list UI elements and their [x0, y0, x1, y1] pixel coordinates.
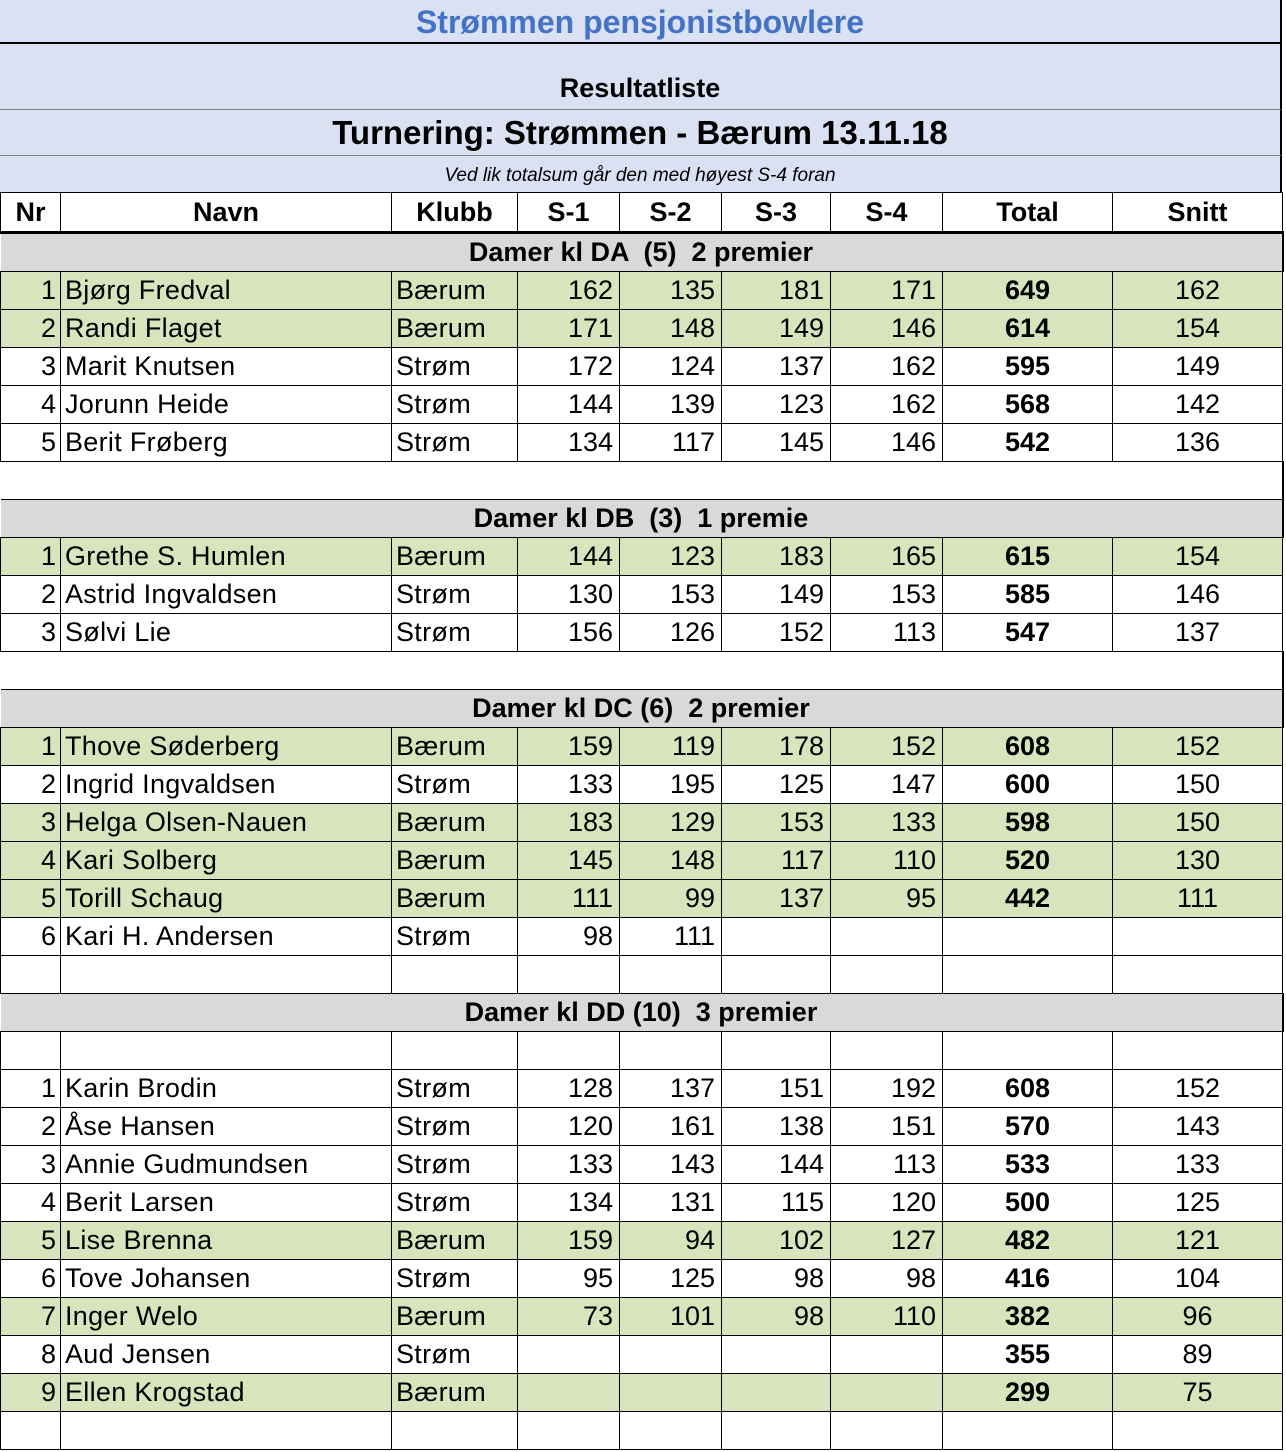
- section-header-row: [1, 500, 1283, 538]
- row-total: 547: [943, 614, 1113, 652]
- row-snitt: 152: [1113, 1070, 1283, 1108]
- section-heading: Damer kl DA (5) 2 premier: [1, 233, 1283, 272]
- row-s1: 183: [518, 804, 620, 842]
- blank-cell: [1113, 956, 1283, 994]
- row-total: [943, 918, 1113, 956]
- section-header-row: [1, 233, 1283, 272]
- blank-row: [1, 1412, 1283, 1450]
- row-nr: 5: [1, 880, 61, 918]
- row-snitt: 146: [1113, 576, 1283, 614]
- blank-cell: [1, 1412, 61, 1450]
- row-s3: 117: [722, 842, 831, 880]
- row-s1: 172: [518, 348, 620, 386]
- row-s3: 138: [722, 1108, 831, 1146]
- row-s2: 117: [620, 424, 722, 462]
- blank-cell: [61, 956, 392, 994]
- row-s2: 139: [620, 386, 722, 424]
- col-snitt-header: Snitt: [1113, 193, 1283, 233]
- row-s3: 149: [722, 576, 831, 614]
- row-name: Astrid Ingvaldsen: [61, 576, 392, 614]
- row-s3: 149: [722, 310, 831, 348]
- row-snitt: 111: [1113, 880, 1283, 918]
- row-snitt: 96: [1113, 1298, 1283, 1336]
- row-s2: 129: [620, 804, 722, 842]
- row-s3: 125: [722, 766, 831, 804]
- row-s2: 125: [620, 1260, 722, 1298]
- row-total: 416: [943, 1260, 1113, 1298]
- row-name: Helga Olsen-Nauen: [61, 804, 392, 842]
- row-nr: 6: [1, 1260, 61, 1298]
- row-nr: 4: [1, 1184, 61, 1222]
- row-s3: 178: [722, 728, 831, 766]
- row-s3: 152: [722, 614, 831, 652]
- row-name: Bjørg Fredval: [61, 272, 392, 310]
- row-snitt: 150: [1113, 804, 1283, 842]
- row-club: Strøm: [392, 1108, 518, 1146]
- row-club: Bærum: [392, 804, 518, 842]
- row-s1: 133: [518, 766, 620, 804]
- row-s4: 146: [831, 424, 943, 462]
- row-club: Bærum: [392, 1374, 518, 1412]
- row-s4: [831, 1336, 943, 1374]
- row-total: 608: [943, 728, 1113, 766]
- row-name: Kari Solberg: [61, 842, 392, 880]
- row-total: 500: [943, 1184, 1113, 1222]
- row-s4: [831, 918, 943, 956]
- row-snitt: 137: [1113, 614, 1283, 652]
- row-s3: [722, 1336, 831, 1374]
- row-s2: 153: [620, 576, 722, 614]
- blank-cell: [1113, 1032, 1283, 1070]
- row-name: Thove Søderberg: [61, 728, 392, 766]
- row-total: 598: [943, 804, 1113, 842]
- row-snitt: 154: [1113, 538, 1283, 576]
- row-s1: 120: [518, 1108, 620, 1146]
- row-name: Randi Flaget: [61, 310, 392, 348]
- section-header-row: [1, 994, 1283, 1032]
- row-club: Bærum: [392, 310, 518, 348]
- row-name: Marit Knutsen: [61, 348, 392, 386]
- result-row: [1, 310, 1283, 348]
- blank-cell: [61, 1412, 392, 1450]
- row-name: Ingrid Ingvaldsen: [61, 766, 392, 804]
- row-name: Lise Brenna: [61, 1222, 392, 1260]
- blank-cell: [620, 956, 722, 994]
- blank-cell: [831, 956, 943, 994]
- result-row: [1, 1146, 1283, 1184]
- row-s3: 151: [722, 1070, 831, 1108]
- row-club: Strøm: [392, 1184, 518, 1222]
- row-s4: 120: [831, 1184, 943, 1222]
- row-s1: 95: [518, 1260, 620, 1298]
- row-s3: 123: [722, 386, 831, 424]
- row-club: Bærum: [392, 880, 518, 918]
- row-s4: 98: [831, 1260, 943, 1298]
- row-club: Bærum: [392, 272, 518, 310]
- row-name: Karin Brodin: [61, 1070, 392, 1108]
- row-name: Kari H. Andersen: [61, 918, 392, 956]
- result-row: [1, 880, 1283, 918]
- result-list-heading: Resultatliste: [559, 73, 721, 103]
- results-body: [1, 193, 1283, 1450]
- row-nr: 2: [1, 766, 61, 804]
- row-nr: 1: [1, 538, 61, 576]
- row-snitt: 143: [1113, 1108, 1283, 1146]
- col-s3-header: S-3: [722, 193, 831, 233]
- result-row: [1, 1108, 1283, 1146]
- row-s2: 195: [620, 766, 722, 804]
- row-total: 615: [943, 538, 1113, 576]
- row-s3: 145: [722, 424, 831, 462]
- blank-cell: [518, 956, 620, 994]
- subtitle-band: [0, 44, 1282, 110]
- row-name: Aud Jensen: [61, 1336, 392, 1374]
- row-s3: [722, 918, 831, 956]
- result-row: [1, 614, 1283, 652]
- row-nr: 4: [1, 386, 61, 424]
- row-nr: 3: [1, 1146, 61, 1184]
- section-spacer: [1, 652, 1283, 690]
- row-snitt: 75: [1113, 1374, 1283, 1412]
- row-club: Strøm: [392, 1070, 518, 1108]
- section-heading: Damer kl DC (6) 2 premier: [1, 690, 1283, 728]
- row-s4: 147: [831, 766, 943, 804]
- row-snitt: 133: [1113, 1146, 1283, 1184]
- section-header-row: [1, 690, 1283, 728]
- row-s1: 159: [518, 728, 620, 766]
- blank-row: [1, 1032, 1283, 1070]
- row-s2: 135: [620, 272, 722, 310]
- row-total: 382: [943, 1298, 1113, 1336]
- blank-cell: [943, 1032, 1113, 1070]
- row-s1: 171: [518, 310, 620, 348]
- row-club: Strøm: [392, 1336, 518, 1374]
- row-s3: 144: [722, 1146, 831, 1184]
- row-s1: 145: [518, 842, 620, 880]
- col-nr-header: Nr: [1, 193, 61, 233]
- result-row: [1, 1260, 1283, 1298]
- row-s4: 152: [831, 728, 943, 766]
- blank-cell: [943, 956, 1113, 994]
- row-s2: 161: [620, 1108, 722, 1146]
- row-s4: 162: [831, 386, 943, 424]
- row-s4: 165: [831, 538, 943, 576]
- row-name: Tove Johansen: [61, 1260, 392, 1298]
- row-s2: [620, 1336, 722, 1374]
- blank-cell: [831, 1412, 943, 1450]
- blank-cell: [518, 1032, 620, 1070]
- tournament-title: Turnering: Strømmen - Bærum 13.11.18: [0, 110, 1282, 156]
- row-total: 355: [943, 1336, 1113, 1374]
- result-row: [1, 1184, 1283, 1222]
- row-snitt: 150: [1113, 766, 1283, 804]
- row-club: Bærum: [392, 1298, 518, 1336]
- row-name: Annie Gudmundsen: [61, 1146, 392, 1184]
- row-nr: 3: [1, 614, 61, 652]
- col-s4-header: S-4: [831, 193, 943, 233]
- row-s2: 111: [620, 918, 722, 956]
- row-s4: 146: [831, 310, 943, 348]
- row-s1: 128: [518, 1070, 620, 1108]
- row-s1: 134: [518, 1184, 620, 1222]
- blank-cell: [392, 956, 518, 994]
- row-club: Strøm: [392, 918, 518, 956]
- row-snitt: 154: [1113, 310, 1283, 348]
- row-snitt: 125: [1113, 1184, 1283, 1222]
- row-club: Strøm: [392, 576, 518, 614]
- row-s1: 130: [518, 576, 620, 614]
- row-snitt: 121: [1113, 1222, 1283, 1260]
- row-nr: 5: [1, 1222, 61, 1260]
- result-row: [1, 348, 1283, 386]
- row-s1: 134: [518, 424, 620, 462]
- result-row: [1, 576, 1283, 614]
- row-total: 299: [943, 1374, 1113, 1412]
- row-s4: 153: [831, 576, 943, 614]
- row-s3: [722, 1374, 831, 1412]
- section-spacer: [1, 462, 1283, 500]
- row-s2: 143: [620, 1146, 722, 1184]
- col-s2-header: S-2: [620, 193, 722, 233]
- row-name: Inger Welo: [61, 1298, 392, 1336]
- row-s2: 124: [620, 348, 722, 386]
- section-heading: Damer kl DD (10) 3 premier: [1, 994, 1283, 1032]
- row-nr: 4: [1, 842, 61, 880]
- blank-cell: [518, 1412, 620, 1450]
- result-row: [1, 1374, 1283, 1412]
- row-nr: 2: [1, 1108, 61, 1146]
- result-row: [1, 1222, 1283, 1260]
- row-s3: 98: [722, 1260, 831, 1298]
- row-s2: 126: [620, 614, 722, 652]
- row-snitt: 152: [1113, 728, 1283, 766]
- blank-cell: [392, 1032, 518, 1070]
- spacer-cell: [1, 652, 1283, 690]
- row-total: 649: [943, 272, 1113, 310]
- blank-cell: [943, 1412, 1113, 1450]
- row-total: 600: [943, 766, 1113, 804]
- row-nr: 6: [1, 918, 61, 956]
- row-total: 542: [943, 424, 1113, 462]
- row-s4: 133: [831, 804, 943, 842]
- row-club: Strøm: [392, 348, 518, 386]
- row-s1: [518, 1374, 620, 1412]
- row-s1: 133: [518, 1146, 620, 1184]
- result-row: [1, 538, 1283, 576]
- row-snitt: 89: [1113, 1336, 1283, 1374]
- row-club: Strøm: [392, 386, 518, 424]
- row-name: Sølvi Lie: [61, 614, 392, 652]
- row-s3: 137: [722, 348, 831, 386]
- row-snitt: 142: [1113, 386, 1283, 424]
- row-s1: [518, 1336, 620, 1374]
- row-s2: 123: [620, 538, 722, 576]
- row-s3: 98: [722, 1298, 831, 1336]
- row-total: 520: [943, 842, 1113, 880]
- blank-cell: [722, 1032, 831, 1070]
- row-club: Strøm: [392, 1260, 518, 1298]
- row-nr: 8: [1, 1336, 61, 1374]
- section-heading: Damer kl DB (3) 1 premie: [1, 500, 1283, 538]
- result-row: [1, 842, 1283, 880]
- row-total: 585: [943, 576, 1113, 614]
- row-s1: 111: [518, 880, 620, 918]
- row-s1: 98: [518, 918, 620, 956]
- row-s1: 144: [518, 386, 620, 424]
- row-s1: 144: [518, 538, 620, 576]
- row-name: Torill Schaug: [61, 880, 392, 918]
- row-s3: 181: [722, 272, 831, 310]
- row-s4: 113: [831, 614, 943, 652]
- row-club: Strøm: [392, 424, 518, 462]
- blank-cell: [831, 1032, 943, 1070]
- result-row: [1, 918, 1283, 956]
- row-total: 442: [943, 880, 1113, 918]
- blank-cell: [61, 1032, 392, 1070]
- row-name: Berit Larsen: [61, 1184, 392, 1222]
- row-club: Bærum: [392, 842, 518, 880]
- row-snitt: 104: [1113, 1260, 1283, 1298]
- result-row: [1, 728, 1283, 766]
- row-s2: 119: [620, 728, 722, 766]
- row-snitt: 136: [1113, 424, 1283, 462]
- row-s2: 94: [620, 1222, 722, 1260]
- row-snitt: 130: [1113, 842, 1283, 880]
- result-row: [1, 1070, 1283, 1108]
- results-table: [0, 192, 1284, 1450]
- row-total: 533: [943, 1146, 1113, 1184]
- row-name: Ellen Krogstad: [61, 1374, 392, 1412]
- row-name: Grethe S. Humlen: [61, 538, 392, 576]
- row-total: 570: [943, 1108, 1113, 1146]
- row-nr: 7: [1, 1298, 61, 1336]
- blank-cell: [392, 1412, 518, 1450]
- result-row: [1, 424, 1283, 462]
- row-name: Berit Frøberg: [61, 424, 392, 462]
- row-total: 608: [943, 1070, 1113, 1108]
- row-s2: 148: [620, 842, 722, 880]
- col-total-header: Total: [943, 193, 1113, 233]
- row-s3: 115: [722, 1184, 831, 1222]
- row-nr: 2: [1, 310, 61, 348]
- blank-cell: [722, 1412, 831, 1450]
- result-row: [1, 766, 1283, 804]
- row-nr: 1: [1, 728, 61, 766]
- row-s2: 101: [620, 1298, 722, 1336]
- row-s2: 137: [620, 1070, 722, 1108]
- row-s1: 159: [518, 1222, 620, 1260]
- blank-cell: [722, 956, 831, 994]
- row-s2: 99: [620, 880, 722, 918]
- row-total: 595: [943, 348, 1113, 386]
- col-klubb-header: Klubb: [392, 193, 518, 233]
- spacer-cell: [1, 462, 1283, 500]
- row-s2: 148: [620, 310, 722, 348]
- blank-row: [1, 956, 1283, 994]
- row-name: Jorunn Heide: [61, 386, 392, 424]
- row-name: Åse Hansen: [61, 1108, 392, 1146]
- result-row: [1, 272, 1283, 310]
- row-s3: 137: [722, 880, 831, 918]
- row-total: 614: [943, 310, 1113, 348]
- row-s3: 183: [722, 538, 831, 576]
- row-snitt: 149: [1113, 348, 1283, 386]
- row-club: Strøm: [392, 1146, 518, 1184]
- row-nr: 1: [1, 272, 61, 310]
- row-total: 568: [943, 386, 1113, 424]
- row-s4: 192: [831, 1070, 943, 1108]
- row-s4: 151: [831, 1108, 943, 1146]
- row-s4: 110: [831, 842, 943, 880]
- row-club: Bærum: [392, 1222, 518, 1260]
- blank-cell: [1, 1032, 61, 1070]
- blank-cell: [620, 1412, 722, 1450]
- row-s2: [620, 1374, 722, 1412]
- row-nr: 5: [1, 424, 61, 462]
- row-club: Strøm: [392, 766, 518, 804]
- row-s4: 95: [831, 880, 943, 918]
- column-header-row: [1, 193, 1283, 233]
- row-s1: 156: [518, 614, 620, 652]
- result-row: [1, 1298, 1283, 1336]
- result-row: [1, 386, 1283, 424]
- row-nr: 3: [1, 348, 61, 386]
- row-s3: 153: [722, 804, 831, 842]
- blank-cell: [1113, 1412, 1283, 1450]
- row-s4: 113: [831, 1146, 943, 1184]
- row-nr: 9: [1, 1374, 61, 1412]
- row-nr: 2: [1, 576, 61, 614]
- row-s4: 110: [831, 1298, 943, 1336]
- row-s3: 102: [722, 1222, 831, 1260]
- row-nr: 3: [1, 804, 61, 842]
- row-s4: 127: [831, 1222, 943, 1260]
- row-snitt: [1113, 918, 1283, 956]
- result-row: [1, 804, 1283, 842]
- row-snitt: 162: [1113, 272, 1283, 310]
- result-row: [1, 1336, 1283, 1374]
- row-nr: 1: [1, 1070, 61, 1108]
- col-navn-header: Navn: [61, 193, 392, 233]
- row-total: 482: [943, 1222, 1113, 1260]
- row-s4: 162: [831, 348, 943, 386]
- blank-cell: [620, 1032, 722, 1070]
- row-s4: [831, 1374, 943, 1412]
- club-title: Strømmen pensjonistbowlere: [0, 0, 1282, 44]
- row-club: Bærum: [392, 538, 518, 576]
- row-s1: 73: [518, 1298, 620, 1336]
- blank-cell: [1, 956, 61, 994]
- row-club: Strøm: [392, 614, 518, 652]
- row-s2: 131: [620, 1184, 722, 1222]
- row-s1: 162: [518, 272, 620, 310]
- tiebreak-note: Ved lik totalsum går den med høyest S-4 foran: [0, 156, 1282, 192]
- row-club: Bærum: [392, 728, 518, 766]
- col-s1-header: S-1: [518, 193, 620, 233]
- row-s4: 171: [831, 272, 943, 310]
